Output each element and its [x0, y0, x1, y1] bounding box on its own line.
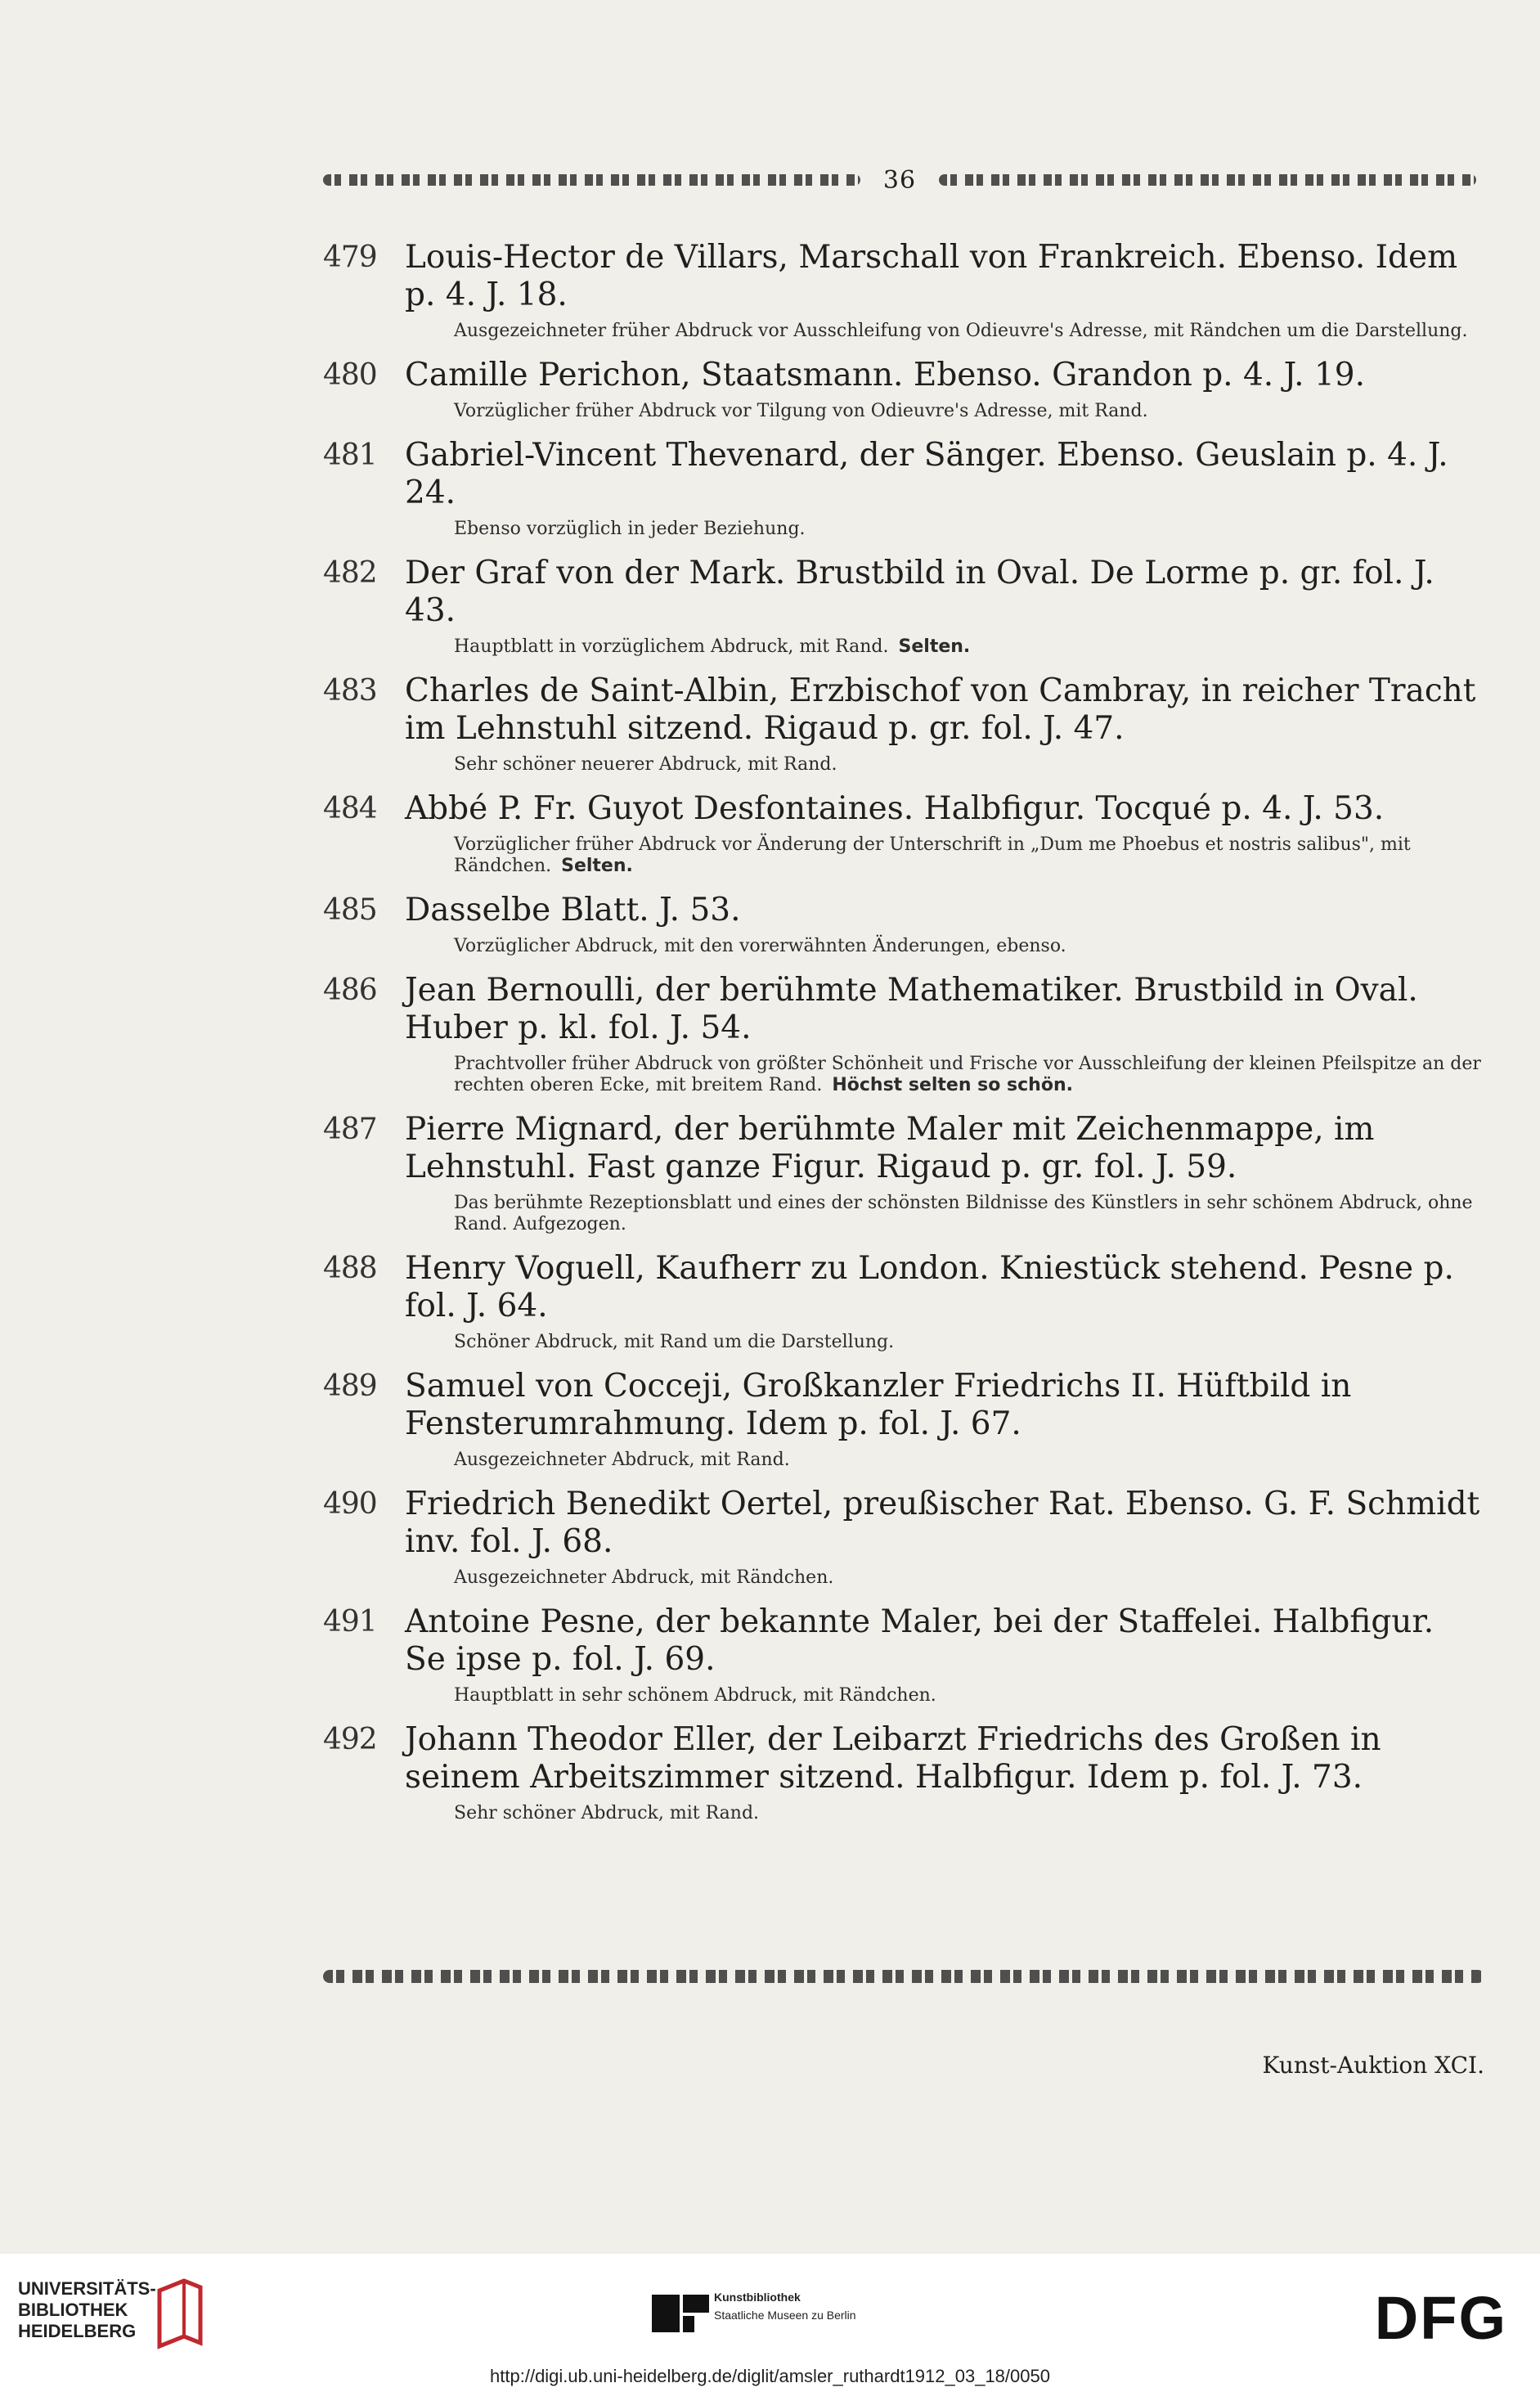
- entry-number: 485: [323, 893, 377, 927]
- entry-number: 490: [323, 1487, 377, 1521]
- entry-note: Sehr schöner Abdruck, mit Rand.: [454, 1803, 760, 1823]
- entry-title: Samuel von Cocceji, Großkanzler Friedrichs II. Hüftbild in Fensterumrahmung. Idem p. fol. J. 67.: [405, 1368, 1352, 1442]
- entry-number: 489: [323, 1369, 377, 1403]
- catalog-entry: [323, 239, 1484, 342]
- entry-note: Schöner Abdruck, mit Rand um die Darstellung.: [454, 1332, 895, 1352]
- entry-title: Friedrich Benedikt Oertel, preußischer Rat. Ebenso. G. F. Schmidt inv. fol. J. 68.: [405, 1486, 1480, 1560]
- entry-note: [405, 636, 1484, 658]
- entry-title: Pierre Mignard, der berühmte Maler mit Zeichenmappe, im Lehnstuhl. Fast ganze Figur. Rigaud p. gr. fol. J. 59.: [405, 1111, 1375, 1185]
- entry-number: 480: [323, 358, 377, 392]
- catalog-entry: [323, 672, 1484, 776]
- dfg-logo[interactable]: DFG: [1374, 2284, 1507, 2352]
- catalog-entry: [323, 1250, 1484, 1353]
- catalog-entry: [323, 357, 1484, 422]
- entry-note-text: Hauptblatt in vorzüglichem Abdruck, mit Rand.: [454, 636, 889, 657]
- entry-number: 491: [323, 1605, 377, 1639]
- catalog-entry: [323, 892, 1484, 957]
- header-ornament-left: [323, 174, 860, 186]
- entry-note: Ebenso vorzüglich in jeder Beziehung.: [454, 519, 806, 539]
- entry-title: Jean Bernoulli, der berühmte Mathematiker. Brustbild in Oval. Huber p. kl. fol. J. 54.: [405, 972, 1418, 1046]
- entry-title: Antoine Pesne, der bekannte Maler, bei der Staffelei. Halbfigur. Se ipse p. fol. J. 69.: [405, 1603, 1434, 1678]
- header-ornament-right: [939, 174, 1476, 186]
- entry-note: Ausgezeichneter Abdruck, mit Rand.: [454, 1450, 790, 1470]
- page-header: [323, 164, 1476, 196]
- catalog-entry: [323, 1486, 1484, 1589]
- catalog-entry: [323, 1721, 1484, 1824]
- catalog-entry: [323, 790, 1484, 877]
- entry-note-text: Prachtvoller früher Abdruck von größter Schönheit und Frische vor Ausschleifung der kleinen Pfeilspitze an der rechten oberen Ecke, mit breitem Rand.: [454, 1054, 1481, 1095]
- entry-title: Louis-Hector de Villars, Marschall von Frankreich. Ebenso. Idem p. 4. J. 18.: [405, 239, 1458, 313]
- source-url[interactable]: http://digi.ub.uni-heidelberg.de/diglit/amsler_ruthardt1912_03_18/0050: [0, 2360, 1540, 2392]
- entry-list: [323, 239, 1484, 1839]
- ub-heidelberg-logo-icon: [151, 2274, 209, 2349]
- entry-note-emphasis: Höchst selten so schön.: [832, 1075, 1073, 1095]
- entry-number: 484: [323, 792, 377, 825]
- logo-bar: [0, 2254, 1540, 2360]
- entry-number: 481: [323, 438, 377, 472]
- entry-number: 483: [323, 674, 377, 708]
- entry-title: Charles de Saint-Albin, Erzbischof von Cambray, in reicher Tracht im Lehnstuhl sitzend. Rigaud p. gr. fol. J. 47.: [405, 672, 1476, 747]
- kunstbibliothek-subtitle: Staatliche Museen zu Berlin: [714, 2309, 856, 2322]
- page-number: 36: [882, 165, 917, 195]
- entry-number: 487: [323, 1113, 377, 1146]
- ub-line-2: BIBLIOTHEK: [18, 2300, 128, 2320]
- entry-note: Ausgezeichneter Abdruck, mit Rändchen.: [454, 1567, 834, 1588]
- ub-line-3: HEIDELBERG: [18, 2321, 137, 2341]
- entry-note: Hauptblatt in sehr schönem Abdruck, mit Rändchen.: [454, 1685, 936, 1706]
- catalog-entry: [323, 1603, 1484, 1706]
- entry-note: Sehr schöner neuerer Abdruck, mit Rand.: [454, 754, 837, 775]
- catalog-entry: [323, 972, 1484, 1096]
- bottom-ornament: [323, 1970, 1484, 1983]
- entry-title: Johann Theodor Eller, der Leibarzt Friedrichs des Großen in seinem Arbeitszimmer sitzend. Halbfigur. Idem p. fol. J. 73.: [405, 1721, 1381, 1796]
- entry-note: Vorzüglicher Abdruck, mit den vorerwähnten Änderungen, ebenso.: [454, 936, 1066, 956]
- entry-title: Henry Voguell, Kaufherr zu London. Kniestück stehend. Pesne p. fol. J. 64.: [405, 1250, 1454, 1324]
- catalog-entry: [323, 1368, 1484, 1471]
- kunstbibliothek-name: Kunstbibliothek: [714, 2291, 801, 2304]
- entry-number: 488: [323, 1252, 377, 1285]
- ub-heidelberg-logo-text[interactable]: [18, 2278, 156, 2342]
- kunstbibliothek-logo-text[interactable]: [714, 2288, 856, 2324]
- footer-label: Kunst-Auktion XCI.: [1262, 2052, 1484, 2079]
- ub-line-1: UNIVERSITÄTS-: [18, 2278, 156, 2299]
- entry-note: Das berühmte Rezeptionsblatt und eines der schönsten Bildnisse des Künstlers in sehr schönem Abdruck, ohne Rand. Aufgezogen.: [454, 1193, 1473, 1234]
- entry-title: Camille Perichon, Staatsmann. Ebenso. Grandon p. 4. J. 19.: [405, 357, 1365, 393]
- entry-number: 486: [323, 973, 377, 1007]
- catalog-entry: [323, 1111, 1484, 1235]
- catalog-entry: [323, 437, 1484, 540]
- entry-note-emphasis: Selten.: [898, 636, 971, 657]
- entry-number: 492: [323, 1723, 377, 1756]
- entry-note: Vorzüglicher früher Abdruck vor Tilgung von Odieuvre's Adresse, mit Rand.: [454, 401, 1148, 421]
- catalog-entry: [323, 555, 1484, 658]
- entry-title: Der Graf von der Mark. Brustbild in Oval. De Lorme p. gr. fol. J. 43.: [405, 555, 1434, 629]
- entry-title: Dasselbe Blatt. J. 53.: [405, 892, 741, 928]
- entry-note-text: Vorzüglicher früher Abdruck vor Änderung der Unterschrift in „Dum me Phoebus et nostris salibus", mit Rändchen.: [454, 834, 1411, 876]
- entry-note: [405, 834, 1484, 877]
- entry-number: 479: [323, 241, 377, 274]
- entry-note-emphasis: Selten.: [561, 856, 633, 876]
- entry-title: Abbé P. Fr. Guyot Desfontaines. Halbfigur. Tocqué p. 4. J. 53.: [405, 790, 1385, 827]
- entry-title: Gabriel-Vincent Thevenard, der Sänger. Ebenso. Geuslain p. 4. J. 24.: [405, 437, 1448, 511]
- entry-note: Ausgezeichneter früher Abdruck vor Ausschleifung von Odieuvre's Adresse, mit Rändchen um die Darstellung.: [454, 321, 1468, 341]
- entry-number: 482: [323, 556, 377, 590]
- kunstbibliothek-logo-icon: [652, 2295, 709, 2332]
- entry-note: [405, 1054, 1484, 1096]
